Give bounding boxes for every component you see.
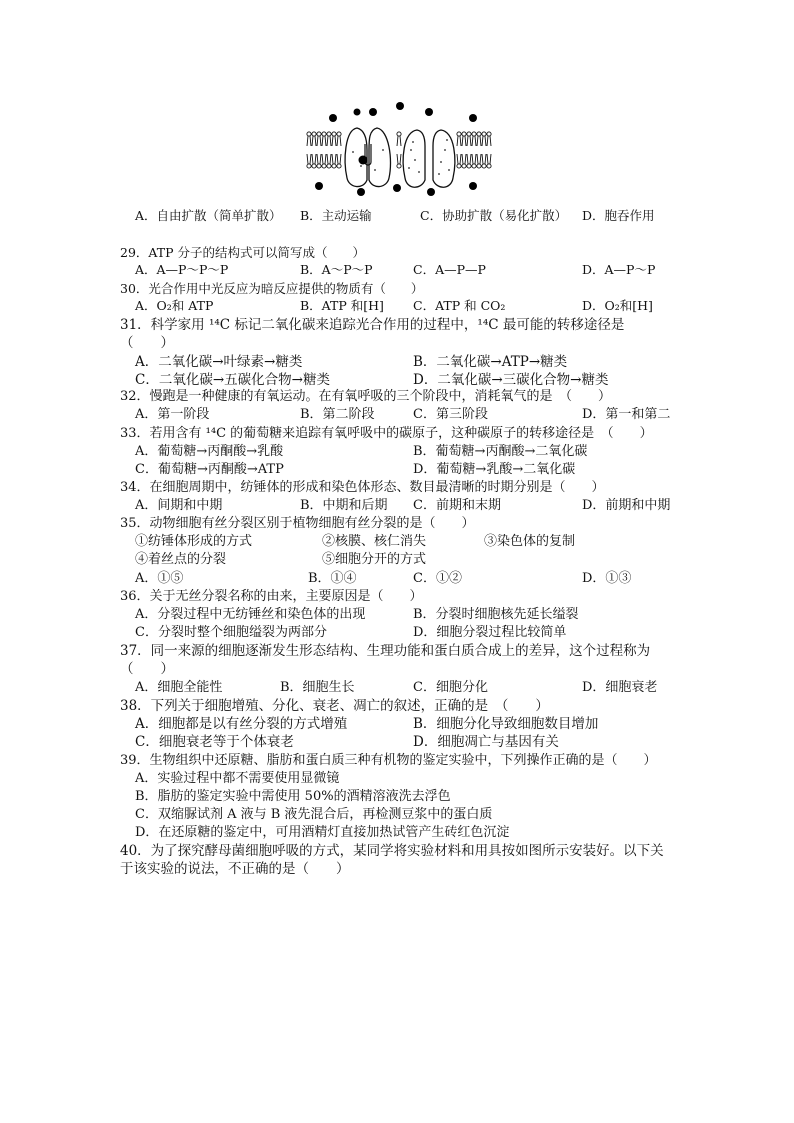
q29-option-d[interactable]: D．A—P～P <box>582 262 656 277</box>
q30-option-b[interactable]: B．ATP 和[H] <box>300 298 384 313</box>
q37-option-d[interactable]: D．细胞衰老 <box>582 680 658 695</box>
q28-option-d[interactable]: D．胞吞作用 <box>582 208 655 223</box>
q32-stem: 32．慢跑是一种健康的有氧运动。在有氧呼吸的三个阶段中，消耗氧气的是 （ ） <box>120 389 612 404</box>
q32-option-d[interactable]: D．第一和第二 <box>582 407 671 422</box>
q37-option-c[interactable]: C．细胞分化 <box>413 680 488 695</box>
q33-option-c[interactable]: C．葡萄糖→丙酮酸→ATP <box>135 462 284 477</box>
q35-item-1: ①纺锤体形成的方式 <box>135 534 253 549</box>
q28-option-a[interactable]: A．自由扩散（简单扩散） <box>135 208 282 223</box>
q35-item-2: ②核膜、核仁消失 <box>322 534 427 549</box>
q40-stem: 40．为了探究酵母菌细胞呼吸的方式，某同学将实验材料和用具按如图所示安装好。以下关 <box>120 843 664 859</box>
q32-option-a[interactable]: A．第一阶段 <box>135 407 210 422</box>
lipid-bilayer <box>307 132 491 168</box>
q35-item-3: ③染色体的复制 <box>484 534 576 549</box>
q38-option-b[interactable]: B．细胞分化导致细胞数目增加 <box>413 716 599 732</box>
q36-option-a[interactable]: A．分裂过程中无纺锤丝和染色体的出现 <box>135 607 366 622</box>
q33-option-a[interactable]: A．葡萄糖→丙酮酸→乳酸 <box>135 444 284 459</box>
q35-option-c[interactable]: C．①② <box>413 571 462 586</box>
q38-option-c[interactable]: C．细胞衰老等于个体衰老 <box>135 734 294 750</box>
q33-option-b[interactable]: B．葡萄糖→丙酮酸→二氧化碳 <box>413 444 588 459</box>
q37-option-b[interactable]: B．细胞生长 <box>280 680 355 695</box>
q39-option-b[interactable]: B．脂肪的鉴定实验中需使用 50%的酒精溶液洗去浮色 <box>135 789 451 804</box>
q32-option-c[interactable]: C．第三阶段 <box>413 407 488 422</box>
q34-stem: 34．在细胞周期中，纺锤体的形成和染色体形态、数目最清晰的时期分别是（ ） <box>120 480 605 495</box>
q36-stem: 36．关于无丝分裂名称的由来，主要原因是（ ） <box>120 589 423 604</box>
q29-option-a[interactable]: A．A—P～P～P <box>135 262 229 277</box>
q34-option-a[interactable]: A．间期和中期 <box>135 498 223 513</box>
q37-stem-blank: （ ） <box>120 661 174 677</box>
q31-option-a[interactable]: A．二氧化碳→叶绿素→糖类 <box>135 354 303 370</box>
q31-option-d[interactable]: D．二氧化碳→三碳化合物→糖类 <box>413 372 609 388</box>
q38-stem: 38．下列关于细胞增殖、分化、衰老、凋亡的叙述，正确的是 （ ） <box>120 698 549 714</box>
q29-option-c[interactable]: C．A—P—P <box>413 262 486 277</box>
q31-option-c[interactable]: C．二氧化碳→五碳化合物→糖类 <box>135 372 330 388</box>
q31-stem: 31．科学家用 ¹⁴C 标记二氧化碳来追踪光合作用的过程中，¹⁴C 最可能的转移途径是 <box>120 317 625 333</box>
q30-option-c[interactable]: C．ATP 和 CO₂ <box>413 298 506 313</box>
q31-option-b[interactable]: B．二氧化碳→ATP→糖类 <box>413 354 568 370</box>
q39-stem: 39．生物组织中还原糖、脂肪和蛋白质三种有机物的鉴定实验中，下列操作正确的是（ ） <box>120 753 657 768</box>
q32-option-b[interactable]: B．第二阶段 <box>300 407 375 422</box>
q33-option-d[interactable]: D．葡萄糖→乳酸→二氧化碳 <box>413 462 576 477</box>
q36-option-d[interactable]: D．细胞分裂过程比较简单 <box>413 625 567 640</box>
q35-stem: 35．动物细胞有丝分裂区别于植物细胞有丝分裂的是（ ） <box>120 516 475 531</box>
q34-option-b[interactable]: B．中期和后期 <box>300 498 388 513</box>
q37-option-a[interactable]: A．细胞全能性 <box>135 680 223 695</box>
q36-option-b[interactable]: B．分裂时细胞核先延长缢裂 <box>413 607 579 622</box>
q37-stem: 37．同一来源的细胞逐渐发生形态结构、生理功能和蛋白质合成上的差异，这个过程称为 <box>120 643 651 659</box>
carrier-protein-left <box>345 128 390 187</box>
q30-option-a[interactable]: A．O₂和 ATP <box>135 298 214 313</box>
q38-option-d[interactable]: D．细胞凋亡与基因有关 <box>413 734 559 750</box>
q28-option-b[interactable]: B．主动运输 <box>300 208 372 223</box>
q35-item-4: ④着丝点的分裂 <box>135 552 227 567</box>
q33-stem: 33．若用含有 ¹⁴C 的葡萄糖来追踪有氧呼吸中的碳原子，这种碳原子的转移途径是 （ ） <box>120 426 653 441</box>
q29-option-b[interactable]: B．A～P～P <box>300 262 373 277</box>
q30-option-d[interactable]: D．O₂和[H] <box>582 298 653 313</box>
q38-option-a[interactable]: A．细胞都是以有丝分裂的方式增殖 <box>135 716 348 732</box>
q36-option-c[interactable]: C．分裂时整个细胞缢裂为两部分 <box>135 625 327 640</box>
q35-item-5: ⑤细胞分开的方式 <box>322 552 427 567</box>
q39-option-c[interactable]: C．双缩脲试剂 A 液与 B 液先混合后，再检测豆浆中的蛋白质 <box>135 807 493 822</box>
q29-stem: 29．ATP 分子的结构式可以简写成（ ） <box>120 245 365 260</box>
q28-option-c[interactable]: C．协助扩散（易化扩散） <box>420 208 568 223</box>
q39-option-d[interactable]: D．在还原糖的鉴定中，可用酒精灯直接加热试管产生砖红色沉淀 <box>135 825 510 840</box>
q31-stem-blank: （ ） <box>120 335 174 351</box>
q35-option-a[interactable]: A．①⑤ <box>135 571 184 586</box>
q40-stem-line2: 于该实验的说法，不正确的是（ ） <box>120 861 350 877</box>
q34-option-c[interactable]: C．前期和末期 <box>413 498 501 513</box>
q35-option-b[interactable]: B．①④ <box>308 571 357 586</box>
q30-stem: 30．光合作用中光反应为暗反应提供的物质有（ ） <box>120 281 424 296</box>
membrane-transport-figure <box>305 100 495 200</box>
q34-option-d[interactable]: D．前期和中期 <box>582 498 671 513</box>
q35-option-d[interactable]: D．①③ <box>582 571 632 586</box>
q39-option-a[interactable]: A．实验过程中都不需要使用显微镜 <box>135 771 340 786</box>
